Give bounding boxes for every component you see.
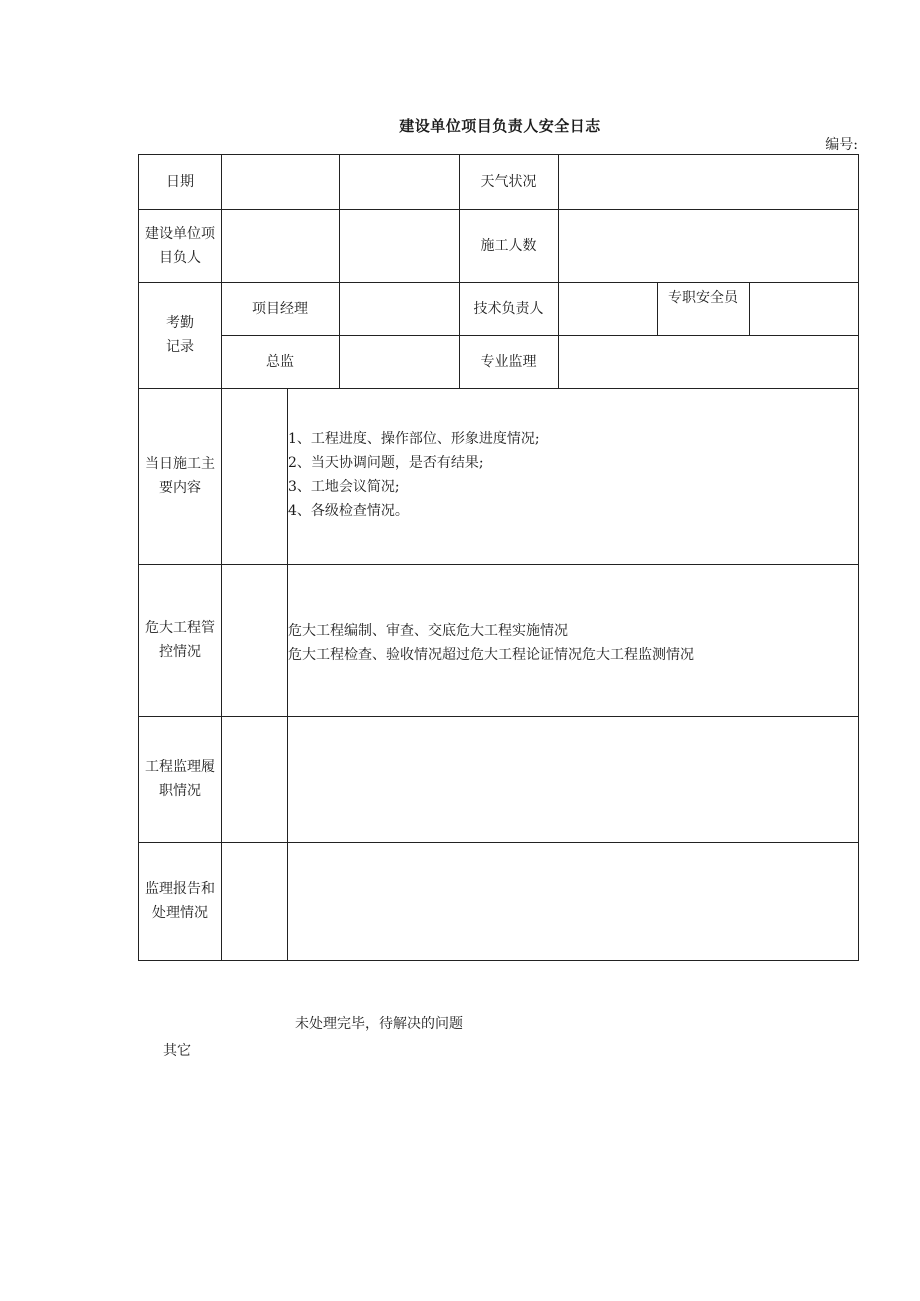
hazard-control-content bbox=[288, 619, 694, 667]
daily-item: 1、工程进度、操作部位、形象进度情况; bbox=[288, 431, 540, 447]
pending-issues-label: 未处理完毕，待解决的问题 bbox=[295, 1016, 463, 1032]
owner-label: 建设单位项目负人 bbox=[145, 225, 215, 266]
weather-label: 天气状况 bbox=[480, 174, 537, 190]
project-manager-label: 项目经理 bbox=[252, 300, 308, 317]
attendance-label: 考勤记录 bbox=[166, 315, 194, 355]
safety-officer-label: 专职安全员 bbox=[668, 290, 738, 306]
hazard-item: 危大工程检查、验收情况超过危大工程论证情况危大工程监测情况 bbox=[288, 647, 694, 663]
safety-log-table bbox=[138, 154, 859, 961]
date-label: 日期 bbox=[166, 174, 194, 190]
daily-item: 2、当天协调问题，是否有结果; bbox=[288, 455, 484, 471]
daily-item: 4、各级检查情况。 bbox=[288, 503, 409, 519]
workers-label: 施工人数 bbox=[480, 237, 537, 254]
supervision-report-label: 监理报告和处理情况 bbox=[145, 881, 215, 921]
hazard-item: 危大工程编制、审查、交底危大工程实施情况 bbox=[288, 623, 568, 639]
daily-work-label: 当日施工主要内容 bbox=[145, 456, 215, 496]
chief-supervisor-label: 总监 bbox=[266, 353, 294, 370]
daily-item: 3、工地会议简况; bbox=[288, 479, 400, 495]
daily-work-content bbox=[288, 427, 540, 523]
hazard-control-label: 危大工程管控情况 bbox=[145, 620, 215, 660]
serial-number-label: 编号: bbox=[825, 137, 858, 153]
other-label: 其它 bbox=[163, 1043, 191, 1059]
page-title: 建设单位项目负责人安全日志 bbox=[399, 117, 601, 135]
specialist-supervisor-label: 专业监理 bbox=[480, 353, 537, 370]
technical-lead-label: 技术负责人 bbox=[473, 300, 544, 317]
supervision-duty-label: 工程监理履职情况 bbox=[145, 759, 215, 799]
